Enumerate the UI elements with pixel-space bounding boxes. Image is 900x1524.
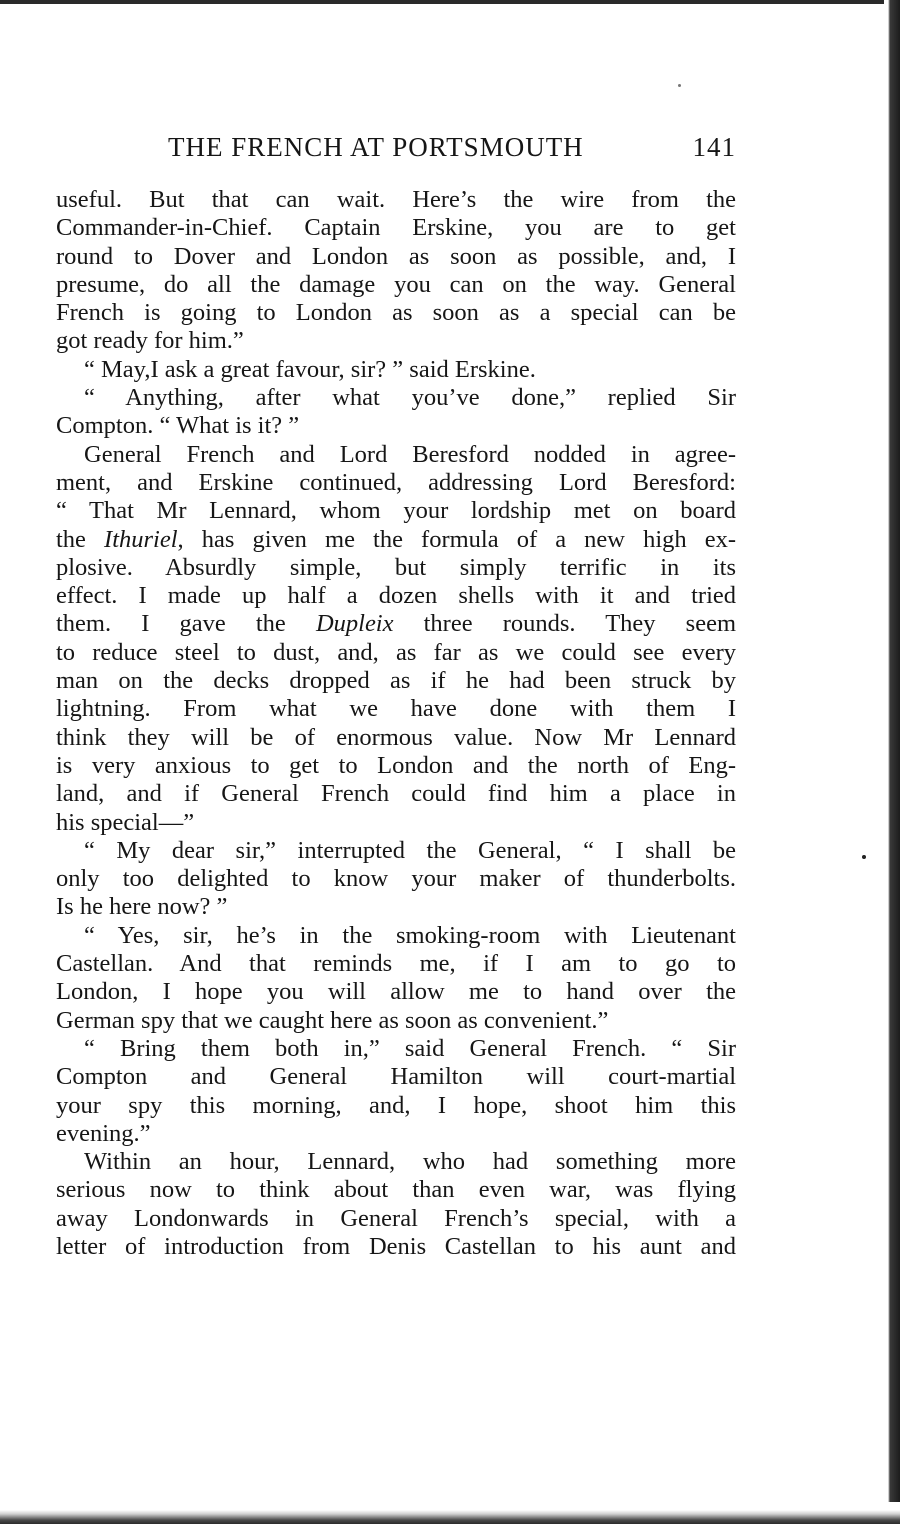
text-line [56,214,736,242]
text-run: “ My dear sir,” interrupted the General, “ I shall be [84,836,736,864]
text-line [56,441,736,469]
text-run: plosive. Absurdly simple, but simply terrific in its [56,553,736,581]
text-line [56,1092,736,1120]
text-run: effect. I made up half a dozen shells with it and tried [56,582,736,610]
text-line [56,554,736,582]
text-line [56,809,736,837]
text-line [56,1007,736,1035]
text-line [56,271,736,299]
scan-speck [678,84,681,87]
text-run: Compton. “ What is it? ” [56,412,300,440]
text-line [56,327,736,355]
page-number: 141 [692,132,736,162]
scan-speck [862,855,866,859]
text-line [56,610,736,638]
scan-edge-right [884,0,900,1524]
text-run: “ Bring them both in,” said General French. “ Sir [84,1034,736,1062]
text-line [56,780,736,808]
text-run: “ Anything, after what you’ve done,” replied Sir [84,384,736,412]
text-run: Compton and General Hamilton will court-martial [56,1063,736,1091]
text-run: serious now to think about than even war, was flying [56,1176,736,1204]
text-run: evening.” [56,1119,151,1147]
text-line [56,837,736,865]
text-run: “ Yes, sir, he’s in the smoking-room with Lieutenant [84,921,736,949]
italic-text: Ithuriel [104,525,178,553]
text-run: letter of introduction from Denis Castellan to his aunt and [56,1232,736,1260]
text-run: Within an hour, Lennard, who had something more [84,1148,736,1176]
scan-edge-top [0,0,900,4]
text-run: London, I hope you will allow me to hand over the [56,978,736,1006]
text-line [56,1205,736,1233]
text-run: French is going to London as soon as a special can be [56,299,736,327]
text-run: General French and Lord Beresford nodded in agree- [84,440,736,468]
text-run: “ That Mr Lennard, whom your lordship met on board [56,497,736,525]
text-run: Is he here now? ” [56,893,228,921]
text-run: three rounds. They seem [393,610,736,638]
text-line [56,752,736,780]
text-line [56,893,736,921]
italic-text: Dupleix [315,610,394,638]
text-run: “ May,I ask a great favour, sir? ” said Erskine. [84,355,536,383]
text-line [56,186,736,214]
text-run: land, and if General French could find him a place in [56,780,736,808]
text-line [56,356,736,384]
text-run: away Londonwards in General French’s special, with a [56,1204,736,1232]
text-line [56,243,736,271]
text-line [56,1035,736,1063]
body-text [56,186,736,1261]
text-run: Commander-in-Chief. Captain Erskine, you are to get [56,214,736,242]
text-line [56,667,736,695]
text-line [56,1063,736,1091]
running-head [56,130,736,170]
text-line [56,497,736,525]
text-line [56,526,736,554]
text-run: German spy that we caught here as soon as convenient.” [56,1006,609,1034]
text-line [56,1120,736,1148]
text-run: the [56,525,105,553]
text-line [56,978,736,1006]
text-run: his special—” [56,808,195,836]
text-run: them. I gave the [56,610,316,638]
running-head-title: THE FRENCH AT PORTSMOUTH [168,132,584,162]
text-run: is very anxious to get to London and the north of Eng- [56,751,736,779]
text-run: round to Dover and London as soon as possible, and, I [56,242,736,270]
text-line [56,695,736,723]
text-run: to reduce steel to dust, and, as far as we could see every [56,638,736,666]
text-line [56,865,736,893]
text-run: think they will be of enormous value. Now Mr Lennard [56,723,736,751]
text-line [56,639,736,667]
text-line [56,724,736,752]
text-line [56,582,736,610]
text-line [56,1233,736,1261]
text-run: lightning. From what we have done with them I [56,695,736,723]
text-run: ment, and Erskine continued, addressing Lord Beresford: [56,468,736,496]
text-run: only too delighted to know your maker of thunderbolts. [56,865,736,893]
text-run: got ready for him.” [56,327,244,355]
text-line [56,384,736,412]
text-line [56,412,736,440]
text-run: man on the decks dropped as if he had been struck by [56,667,736,695]
text-line [56,1148,736,1176]
text-line [56,469,736,497]
text-line [56,922,736,950]
text-run: useful. But that can wait. Here’s the wire from the [56,186,736,213]
text-line [56,1176,736,1204]
text-run: presume, do all the damage you can on the way. General [56,270,736,298]
scan-edge-bottom [0,1502,900,1524]
text-line [56,299,736,327]
text-run: , has given me the formula of a new high ex- [177,525,736,553]
text-run: Castellan. And that reminds me, if I am to go to [56,950,736,978]
text-run: your spy this morning, and, I hope, shoot him this [56,1091,736,1119]
text-line [56,950,736,978]
